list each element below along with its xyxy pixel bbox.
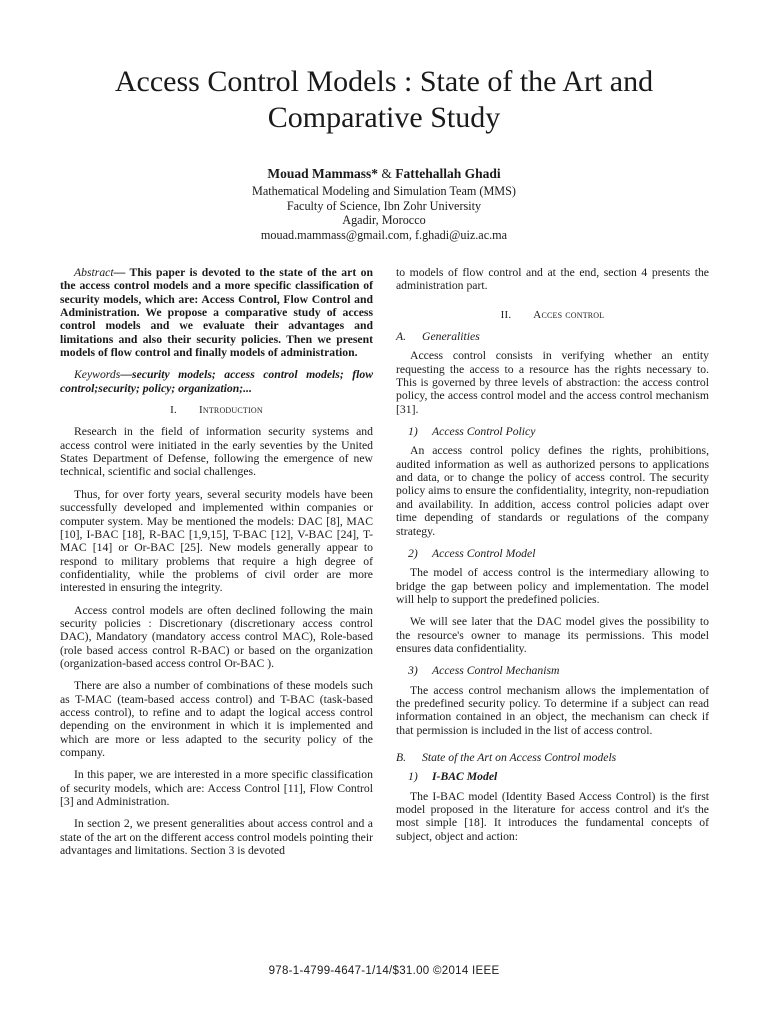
mechanism-paragraph: The access control mechanism allows the implementation of the predefined security policy. To determine if a subject can read information contained in an object, the mechanism can check if that permission is included in the list of access control. [396,683,709,737]
section-title: Introduction [198,404,263,417]
subsubsection-title: I-BAC Model [432,770,498,784]
abstract-label: Abstract [74,266,114,279]
affiliation-faculty: Faculty of Science, Ibn Zohr University [286,198,482,213]
author-line [40,166,728,182]
keywords [60,368,373,395]
section-title: Acces control [533,308,605,321]
title-line-2: Comparative Study [267,101,501,134]
section-heading-access-control [396,309,709,322]
intro-paragraph-6: In section 2, we present generalities about access control and a state of the art on the different access control models pointing their advantages and limitations. Section 3 is devoted [60,817,373,858]
affiliation-emails: mouad.mammass@gmail.com, f.ghadi@uiz.ac.ma [260,227,508,242]
abstract-text: This paper is devoted to the state of the art on the access control models and a more specific classification of security models, which are: Access Control, Flow Control and Administration. We propose a comparative study of access control models and we evaluate their advantages and limitations and also their security policies. Then we present models of flow control and finally models of administration. [60,266,373,360]
subsection-heading-state-of-art [396,751,709,764]
affiliation-city: Agadir, Morocco [342,213,426,228]
copyright-footer: 978-1-4799-4647-1/14/$31.00 ©2014 IEEE [268,965,500,977]
intro-paragraph-2: Thus, for over forty years, several security models have been successfully developed and implemented within companies or computer system. May be mentioned the models: DAC [8], MAC [10], I-BAC [18], R-BAC [1,9,15], T-BAC [12], V-BAC [24], T-MAC [14] or Or-BAC [25]. New models generally appear to respond to military problems that require a high degree of confidentiality, while the problems of civil order are more interested in ensuring the integrity. [60,487,373,595]
intro-paragraph-6-continued: to models of flow control and at the end, section 4 presents the administration part. [396,266,709,293]
subsubsection-number: 1) [408,770,418,784]
subsection-heading-generalities [396,330,709,343]
subsubsection-number: 1) [408,425,418,439]
subsubsection-heading-mechanism [408,664,709,677]
intro-paragraph-1: Research in the field of information security systems and access control were initiated in the early seventies by the United States Department of Defense, following the emergence of new technical, scientific and social challenges. [60,425,373,479]
subsubsection-title: Access Control Policy [432,425,536,439]
subsubsection-heading-policy [408,425,709,438]
subsection-number: B. [396,750,407,764]
title-line-1: Access Control Models : State of the Art and [114,65,654,98]
section-number: I. [170,404,177,417]
affiliation-team: Mathematical Modeling and Simulation Team (MMS) [252,184,516,198]
author-1: Mouad Mammass* [267,166,378,181]
intro-paragraph-4: There are also a number of combinations of these models such as T-MAC (team-based access control) and T-BAC (task-based access control), to refine and to adapt the logical access control depending on the environment in which it is implemented and which are more or less adapted to the security policy of the company. [60,679,373,759]
subsubsection-heading-ibac [408,770,709,783]
intro-paragraph-5: In this paper, we are interested in a more specific classification of security models, which are: Access Control [11], Flow Control [3] and Administration. [60,768,373,809]
author-2: Fattehallah Ghadi [395,166,501,181]
subsubsection-number: 3) [408,664,418,678]
right-column [396,266,709,852]
intro-paragraph-3: Access control models are often declined following the main security policies : Discretionary (discretionary access control DAC), Mandatory (mandatory access control MAC), Role-based (role based access control R-BAC) or based on the organization (organization-based access control Or-BAC ). [60,603,373,670]
subsubsection-title: Access Control Model [432,546,536,560]
subsubsection-number: 2) [408,546,418,560]
subsubsection-heading-model [408,547,709,560]
subsection-title: State of the Art on Access Control models [422,750,617,764]
keywords-label: Keywords [74,368,121,382]
model-paragraph-1: The model of access control is the intermediary allowing to bridge the gap between policy and implementation. The model will help to support the predefined policies. [396,566,709,606]
subsubsection-title: Access Control Mechanism [432,664,560,678]
abstract [60,266,373,359]
policy-paragraph: An access control policy defines the rights, prohibitions, audited information as well as authorized persons to applications and data, or to change the policy of access control. The security policy aims to ensure the confidentiality, integrity, non-repudiation and availability. In addition, access control policies adapt over time depending of standards or regulations of the company strategy. [396,444,709,538]
paper-title [40,64,728,136]
abstract-dash: — [113,266,130,279]
keywords-text: —security models; access control models; flow control;security; policy; organization;... [60,368,373,395]
left-column [60,266,373,866]
affiliation-block [40,184,728,242]
section-heading-introduction [60,404,373,417]
model-paragraph-2: We will see later that the DAC model gives the possibility to the resource's owner to manage its permissions. This model ensures data confidentiality. [396,615,709,655]
subsection-number: A. [396,330,407,344]
subsection-title: Generalities [422,330,480,344]
author-separator: & [377,166,396,181]
section-number: II. [500,308,512,321]
ibac-paragraph: The I-BAC model (Identity Based Access Control) is the first model proposed in the literature for access control and it's the most simple [18]. It introduces the fundamental concepts of subject, object and action: [396,789,709,843]
generalities-paragraph: Access control consists in verifying whether an entity requesting the access to a resource has the rights necessary to. This is governed by three levels of abstraction: the access control policy, the access control model and the access control mechanism [31]. [396,349,709,416]
